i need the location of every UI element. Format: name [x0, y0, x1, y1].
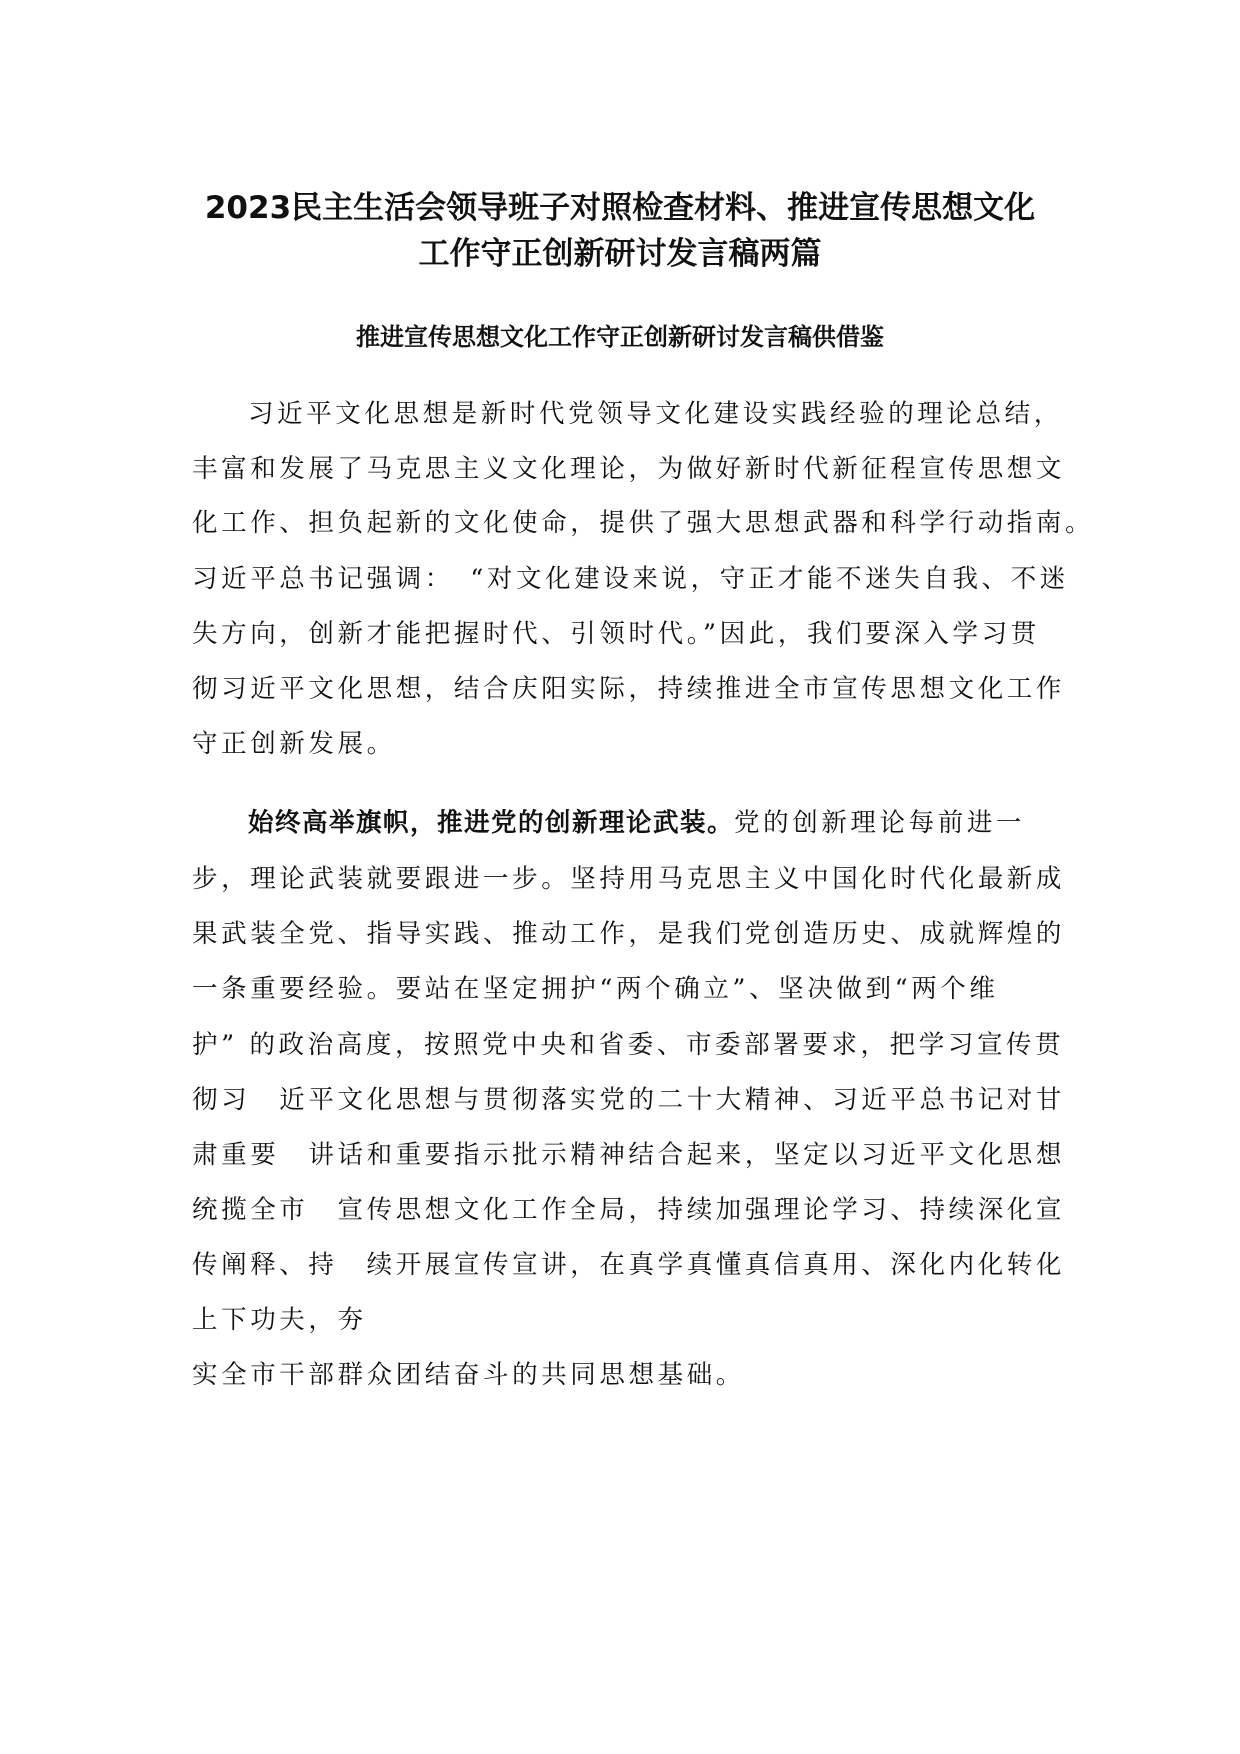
paragraph-first-line: [248, 806, 1025, 840]
paragraph-line: 彻习近平文化思想，结合庆阳实际，持续推进全市宣传思想文化工作: [192, 674, 1066, 704]
paragraph-line-text: 党的创新理论每前进一: [734, 808, 1026, 838]
paragraph-line: 统揽全市 宣传思想文化工作全局，持续加强理论学习、持续深化宣: [192, 1195, 1066, 1225]
paragraph-line: 失方向，创新才能把握时代、引领时代。”因此，我们要深入学习贯: [192, 619, 1040, 649]
paragraph-line: 护” 的政治高度，按照党中央和省委、市委部署要求，把学习宣传贯: [192, 1030, 1065, 1060]
document-title-line-1: 2023民主生活会领导班子对照检查材料、推进宣传思想文化: [204, 190, 1036, 226]
paragraph-line: 习近平总书记强调： “对文化建设来说，守正才能不迷失自我、不迷: [192, 564, 1069, 594]
paragraph-line: 肃重要 讲话和重要指示批示精神结合起来，坚定以习近平文化思想: [192, 1140, 1066, 1170]
document-title-line-2: 工作守正创新研讨发言稿两篇: [418, 236, 822, 272]
section-subtitle: 推进宣传思想文化工作守正创新研讨发言稿供借鉴: [356, 323, 884, 351]
paragraph-line: 果武装全党、指导实践、推动工作，是我们党创造历史、成就辉煌的: [192, 919, 1066, 949]
paragraph-line: 习近平文化思想是新时代党领导文化建设实践经验的理论总结，: [248, 399, 1063, 429]
paragraph-line: 上下功夫，夯: [192, 1305, 367, 1335]
paragraph-line: 传阐释、持 续开展宣传宣讲，在真学真懂真信真用、深化内化转化: [192, 1250, 1066, 1280]
paragraph-line: 一条重要经验。要站在坚定拥护“两个确立”、坚决做到“两个维: [192, 974, 999, 1004]
paragraph-line: 彻习 近平文化思想与贯彻落实党的二十大精神、习近平总书记对甘: [192, 1085, 1066, 1115]
paragraph-line: 丰富和发展了马克思主义文化理论，为做好新时代新征程宣传思想文: [192, 454, 1066, 484]
paragraph-lead-heading: 始终高举旗帜，推进党的创新理论武装。: [248, 808, 735, 838]
paragraph-line: 化工作、担负起新的文化使命，提供了强大思想武器和科学行动指南。: [192, 508, 1095, 538]
paragraph-line: 步，理论武装就要跟进一步。坚持用马克思主义中国化时代化最新成: [192, 864, 1066, 894]
paragraph-line: 守正创新发展。: [192, 729, 396, 759]
paragraph-line: 实全市干部群众团结奋斗的共同思想基础。: [192, 1360, 745, 1390]
